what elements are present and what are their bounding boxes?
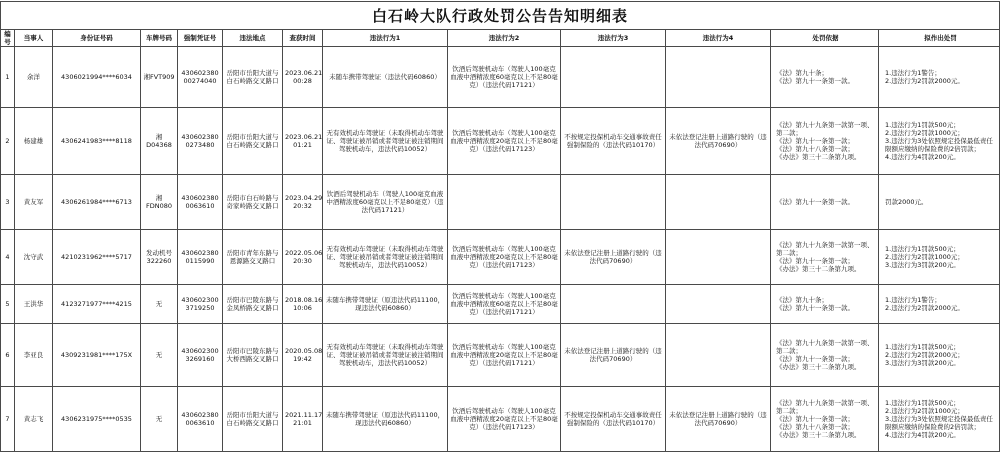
penalty-basis-cell xyxy=(771,108,879,175)
voucher-number: 4306023800063610 xyxy=(181,194,219,210)
seized-time-cell xyxy=(283,285,323,324)
plate-number: 无 xyxy=(155,351,163,359)
violation-3-cell xyxy=(561,324,666,387)
row-number-cell xyxy=(1,285,15,324)
proposed-penalty-line: 罚款2000元。 xyxy=(885,198,928,206)
row-number-cell xyxy=(1,230,15,285)
header-plate-number-label: 车牌号码 xyxy=(146,34,172,42)
violation-1-cell xyxy=(323,285,448,324)
header-violation-2 xyxy=(448,30,561,47)
id-number: 4306261984****6713 xyxy=(61,198,132,206)
row-number-cell xyxy=(1,175,15,230)
plate-number-cell xyxy=(141,324,178,387)
header-violation-2-label: 违法行为2 xyxy=(488,34,520,42)
row-number: 7 xyxy=(5,415,10,423)
violation-3-cell xyxy=(561,108,666,175)
penalty-basis-cell xyxy=(771,47,879,108)
proposed-penalty-list xyxy=(885,69,996,85)
proposed-penalty-line: 2.违法行为2罚款1000元； xyxy=(885,253,964,261)
seized-time: 2023.04.29 20:32 xyxy=(285,194,323,210)
plate-number-cell xyxy=(141,285,178,324)
proposed-penalty-cell xyxy=(879,47,1000,108)
header-seized-time-label: 查获时间 xyxy=(289,34,316,42)
header-violation-3 xyxy=(561,30,666,47)
id-number-cell xyxy=(53,324,141,387)
row-number-cell xyxy=(1,324,15,387)
seized-time: 2021.11.17 21:01 xyxy=(285,411,323,427)
party-name: 余洋 xyxy=(27,73,40,81)
violation-3-cell xyxy=(561,175,666,230)
id-number: 4306231975****0535 xyxy=(61,415,132,423)
proposed-penalty-list xyxy=(885,121,996,161)
penalty-basis-line: 《法》第九十一条第一款； xyxy=(776,257,854,265)
proposed-penalty-line: 1.违法行为1罚款500元； xyxy=(885,245,960,253)
seized-time-cell xyxy=(283,108,323,175)
violation-location: 岳阳市青年东路与恩源路交叉路口 xyxy=(226,249,279,265)
voucher-number-cell xyxy=(178,324,223,387)
violation-2-cell xyxy=(448,324,561,387)
penalty-basis-list xyxy=(776,241,875,273)
violation-location-cell xyxy=(223,230,283,285)
voucher-number-cell xyxy=(178,387,223,452)
seized-time: 2023.06.21 01:21 xyxy=(285,133,323,149)
violation-3-cell xyxy=(561,285,666,324)
seized-time: 2023.06.21 00:28 xyxy=(285,69,323,85)
penalty-basis-line: 《法》第九十八条第一款； xyxy=(776,423,854,431)
plate-number: 湘D04368 xyxy=(146,133,172,149)
proposed-penalty-line: 2.违法行为2罚款2000元。 xyxy=(885,304,964,312)
penalty-basis-line: 《办法》第三十二条第九项。 xyxy=(776,265,861,273)
header-violation-location xyxy=(223,30,283,47)
seized-time: 2022.05.06 20:30 xyxy=(285,249,323,265)
id-number: 4306021994****6034 xyxy=(61,73,132,81)
header-violation-3-label: 违法行为3 xyxy=(597,34,629,42)
penalty-basis-cell xyxy=(771,175,879,230)
party-name: 黄志飞 xyxy=(23,415,44,423)
proposed-penalty-line: 3.违法行为3罚款200元。 xyxy=(885,359,960,367)
violation-1: 未随车携带驾驶证（原违法代码11100，现违法代码60860） xyxy=(325,411,445,427)
violation-1-cell xyxy=(323,387,448,452)
header-violation-4 xyxy=(666,30,771,47)
violation-location-cell xyxy=(223,387,283,452)
violation-location-cell xyxy=(223,285,283,324)
party-name-cell xyxy=(15,285,53,324)
proposed-penalty-cell xyxy=(879,387,1000,452)
header-party-name xyxy=(15,30,53,47)
violation-1-cell xyxy=(323,324,448,387)
row-number: 5 xyxy=(5,300,10,308)
party-name-cell xyxy=(15,324,53,387)
violation-3-cell xyxy=(561,387,666,452)
violation-4-cell xyxy=(666,285,771,324)
party-name: 沈守武 xyxy=(23,253,44,261)
violation-1-cell xyxy=(323,175,448,230)
seized-time-cell xyxy=(283,324,323,387)
row-number: 4 xyxy=(5,253,10,261)
violation-4-cell xyxy=(666,47,771,108)
violation-2-cell xyxy=(448,47,561,108)
penalty-basis-list xyxy=(776,69,875,85)
violation-2: 饮酒后驾驶机动车（驾驶人100毫克血液中酒精浓度20毫克以上不足80毫克）（违法代码17123） xyxy=(450,245,558,269)
id-number-cell xyxy=(53,387,141,452)
id-number-cell xyxy=(53,285,141,324)
plate-number: 无 xyxy=(155,300,163,308)
header-violation-1 xyxy=(323,30,448,47)
proposed-penalty-line: 2.违法行为2罚款1000元； xyxy=(885,129,964,137)
violation-2-cell xyxy=(448,387,561,452)
seized-time: 2020.05.08 19:42 xyxy=(285,347,323,363)
row-number-cell xyxy=(1,47,15,108)
party-name-cell xyxy=(15,230,53,285)
penalty-basis-line: 《法》第九十一条第一款； xyxy=(776,355,854,363)
id-number-cell xyxy=(53,108,141,175)
voucher-number: 4306023800063610 xyxy=(181,411,219,427)
plate-number-cell xyxy=(141,230,178,285)
voucher-number-cell xyxy=(178,175,223,230)
party-name-cell xyxy=(15,108,53,175)
violation-3: 未依法登记注册上道路行驶的（违法代码70690） xyxy=(564,249,662,265)
violation-2: 饮酒后驾驶机动车（驾驶人100毫克血液中酒精浓度20毫克以上不足80毫克）（违法代码17123） xyxy=(450,129,558,153)
proposed-penalty-line: 3.违法行为3罚款200元。 xyxy=(885,261,960,269)
party-name: 黄友军 xyxy=(23,198,44,206)
violation-3-cell xyxy=(561,230,666,285)
violation-1: 无有效机动车驾驶证（未取得机动车驾驶证、驾驶证被吊销或者驾驶证被注销期间驾驶机动车，违法代码10052） xyxy=(326,245,444,269)
violation-location-cell xyxy=(223,47,283,108)
penalty-basis-line: 《法》第九十条； xyxy=(776,69,828,77)
proposed-penalty-line: 1.违法行为1罚款500元； xyxy=(885,399,960,407)
violation-4-cell xyxy=(666,108,771,175)
proposed-penalty-cell xyxy=(879,324,1000,387)
violation-2-cell xyxy=(448,285,561,324)
violation-location: 岳阳市岳阳大道与白石岭路交叉路口 xyxy=(226,133,279,149)
penalty-basis-line: 《办法》第三十二条第九项。 xyxy=(776,153,861,161)
violation-1-cell xyxy=(323,230,448,285)
seized-time-cell xyxy=(283,47,323,108)
header-penalty-basis xyxy=(771,30,879,47)
seized-time-cell xyxy=(283,387,323,452)
id-number: 4309231981****175X xyxy=(60,351,133,359)
proposed-penalty-list xyxy=(885,343,996,367)
proposed-penalty-cell xyxy=(879,175,1000,230)
header-violation-4-label: 违法行为4 xyxy=(702,34,734,42)
page-title: 白石岭大队行政处罚公告告知明细表 xyxy=(1,2,1000,30)
penalty-basis-line: 《办法》第三十二条第九项。 xyxy=(776,363,861,371)
violation-location-cell xyxy=(223,324,283,387)
violation-2-cell xyxy=(448,108,561,175)
penalty-basis-line: 《法》第九十一条第一款； xyxy=(776,415,854,423)
voucher-number-cell xyxy=(178,285,223,324)
penalty-basis-cell xyxy=(771,230,879,285)
violation-3: 不按规定投保机动车交通事故责任强制保险的（违法代码10170） xyxy=(564,133,662,149)
proposed-penalty-line: 2.违法行为2罚款2000元。 xyxy=(885,77,964,85)
violation-location-cell xyxy=(223,175,283,230)
penalty-basis-line: 《法》第九十八条第一款； xyxy=(776,145,854,153)
violation-4-cell xyxy=(666,230,771,285)
seized-time-cell xyxy=(283,230,323,285)
proposed-penalty-line: 4.违法行为4罚款200元。 xyxy=(885,431,960,439)
voucher-number-cell xyxy=(178,230,223,285)
violation-2: 饮酒后驾驶机动车（驾驶人100毫克血液中酒精浓度20毫克以上不足80毫克）（违法代码17121） xyxy=(450,343,558,367)
voucher-number: 4306023800115990 xyxy=(181,249,219,265)
id-number: 4123271977****4215 xyxy=(61,300,132,308)
header-voucher-number xyxy=(178,30,223,47)
violation-2-cell xyxy=(448,230,561,285)
party-name: 李亚良 xyxy=(23,351,44,359)
violation-2: 饮酒后驾驶机动车（驾驶人100毫克血液中酒精浓度60毫克以上不足80毫克）（违法代码17121） xyxy=(450,65,558,89)
penalty-basis-cell xyxy=(771,285,879,324)
plate-number-cell xyxy=(141,108,178,175)
penalty-basis-cell xyxy=(771,324,879,387)
row-number-cell xyxy=(1,108,15,175)
penalty-notice-table xyxy=(0,1,1000,452)
party-name: 王洪华 xyxy=(23,300,44,308)
violation-location: 岳阳市岳阳大道与白石岭路交叉路口 xyxy=(226,69,279,85)
penalty-basis-line: 《法》第九十九条第一款第一项、第二款； xyxy=(776,339,874,355)
plate-number: 湘FDN080 xyxy=(145,194,172,210)
proposed-penalty-cell xyxy=(879,108,1000,175)
violation-1: 饮酒后驾驶机动车（驾驶人100毫克血液中酒精浓度60毫克以上不足80毫克）（违法代码17121） xyxy=(326,190,444,214)
violation-3-cell xyxy=(561,47,666,108)
row-number-cell xyxy=(1,387,15,452)
proposed-penalty-list xyxy=(885,198,996,206)
penalty-basis-line: 《法》第九十一条第一款； xyxy=(776,137,854,145)
violation-1: 无有效机动车驾驶证（未取得机动车驾驶证、驾驶证被吊销或者驾驶证被注销期间驾驶机动车，违法代码10052） xyxy=(326,343,444,367)
party-name-cell xyxy=(15,175,53,230)
violation-1: 未随车携带驾驶证（违法代码60860） xyxy=(329,73,441,81)
id-number: 4306241983****8118 xyxy=(61,137,132,145)
header-number-label: 编号 xyxy=(4,30,11,46)
penalty-basis-line: 《法》第九十九条第一款第一项、第二款； xyxy=(776,241,874,257)
violation-1-cell xyxy=(323,108,448,175)
party-name-cell xyxy=(15,47,53,108)
violation-4: 未依法登记注册上道路行驶的（违法代码70690） xyxy=(669,133,767,149)
header-violation-location-label: 违法地点 xyxy=(239,34,266,42)
violation-1: 未随车携带驾驶证（原违法代码11100，现违法代码60860） xyxy=(325,296,445,312)
voucher-number-cell xyxy=(178,108,223,175)
plate-number-cell xyxy=(141,47,178,108)
penalty-basis-list xyxy=(776,121,875,161)
violation-4: 未依法登记注册上道路行驶的（违法代码70690） xyxy=(669,411,767,427)
plate-number: 湘FVT909 xyxy=(143,73,175,81)
seized-time-cell xyxy=(283,175,323,230)
violation-2: 饮酒后驾驶机动车（驾驶人100毫克血液中酒精浓度60毫克以上不足80毫克）（违法代码17121） xyxy=(450,292,558,316)
voucher-number: 4306023003719250 xyxy=(181,296,219,312)
proposed-penalty-line: 3.违法行为3处依照规定投保最低责任限额应缴纳的保险费的2倍罚款； xyxy=(885,415,993,431)
proposed-penalty-line: 1.违法行为1罚款500元； xyxy=(885,343,960,351)
id-number-cell xyxy=(53,230,141,285)
proposed-penalty-line: 2.违法行为2罚款1000元； xyxy=(885,407,964,415)
proposed-penalty-line: 1.违法行为1警告； xyxy=(885,296,941,304)
penalty-basis-line: 《法》第九十一条第一款。 xyxy=(776,77,854,85)
header-violation-1-label: 违法行为1 xyxy=(369,34,401,42)
header-proposed-penalty xyxy=(879,30,1000,47)
voucher-number: 4306023800273480 xyxy=(181,133,219,149)
voucher-number: 43060238000274040 xyxy=(181,69,219,85)
penalty-basis-line: 《办法》第三十二条第九项。 xyxy=(776,431,861,439)
seized-time: 2018.08.16 10:06 xyxy=(285,296,323,312)
header-id-number-label: 身份证号码 xyxy=(80,34,113,42)
proposed-penalty-list xyxy=(885,296,996,312)
violation-1-cell xyxy=(323,47,448,108)
violation-3: 不按规定投保机动车交通事故责任强制保险的（违法代码10170） xyxy=(564,411,662,427)
party-name: 杨建雄 xyxy=(23,137,44,145)
penalty-basis-line: 《法》第九十一条第一款。 xyxy=(776,304,854,312)
violation-location: 岳阳市巴陵东路与金凤桥路交叉路口 xyxy=(226,296,279,312)
plate-number: 发动机号322260 xyxy=(146,249,172,265)
party-name-cell xyxy=(15,387,53,452)
violation-location: 岳阳市巴陵东路与大桥西路交叉路口 xyxy=(226,347,279,363)
voucher-number: 4306023003269160 xyxy=(181,347,219,363)
violation-location: 岳阳市岳阳大道与白石岭路交叉路口 xyxy=(226,411,279,427)
penalty-basis-list xyxy=(776,339,875,371)
penalty-basis-list xyxy=(776,198,875,206)
row-number: 3 xyxy=(5,198,10,206)
plate-number: 无 xyxy=(155,415,163,423)
proposed-penalty-cell xyxy=(879,230,1000,285)
violation-4-cell xyxy=(666,175,771,230)
proposed-penalty-line: 3.违法行为3处依照规定投保最低责任限额应缴纳的保险费的2倍罚款； xyxy=(885,137,993,153)
violation-2-cell xyxy=(448,175,561,230)
proposed-penalty-line: 1.违法行为1罚款500元； xyxy=(885,121,960,129)
header-penalty-basis-label: 处罚依据 xyxy=(812,34,839,42)
id-number-cell xyxy=(53,47,141,108)
violation-location: 岳阳市白石岭路与奇家岭路交叉路口 xyxy=(226,194,279,210)
row-number: 2 xyxy=(5,137,10,145)
id-number-cell xyxy=(53,175,141,230)
header-id-number xyxy=(53,30,141,47)
header-seized-time xyxy=(283,30,323,47)
plate-number-cell xyxy=(141,175,178,230)
header-party-name-label: 当事人 xyxy=(23,34,44,42)
header-proposed-penalty-label: 拟作出处罚 xyxy=(924,34,957,42)
violation-1: 无有效机动车驾驶证（未取得机动车驾驶证、驾驶证被吊销或者驾驶证被注销期间驾驶机动车，违法代码10052） xyxy=(326,129,444,153)
proposed-penalty-line: 4.违法行为4罚款200元。 xyxy=(885,153,960,161)
header-number xyxy=(1,30,15,47)
plate-number-cell xyxy=(141,387,178,452)
violation-3: 未依法登记注册上道路行驶的（违法代码70690） xyxy=(564,347,662,363)
proposed-penalty-line: 1.违法行为1警告； xyxy=(885,69,941,77)
header-voucher-number-label: 强制凭证号 xyxy=(183,34,217,42)
header-plate-number xyxy=(141,30,178,47)
violation-4-cell xyxy=(666,324,771,387)
penalty-basis-line: 《法》第九十条； xyxy=(776,296,828,304)
penalty-basis-line: 《法》第九十一条第一款。 xyxy=(776,198,854,206)
violation-location-cell xyxy=(223,108,283,175)
voucher-number-cell xyxy=(178,47,223,108)
violation-4-cell xyxy=(666,387,771,452)
penalty-basis-line: 《法》第九十九条第一款第一项、第二款； xyxy=(776,121,874,137)
violation-2: 饮酒后驾驶机动车（驾驶人100毫克血液中酒精浓度20毫克以上不足80毫克）（违法代码17123） xyxy=(450,407,558,431)
proposed-penalty-list xyxy=(885,245,996,269)
row-number: 6 xyxy=(5,351,10,359)
proposed-penalty-list xyxy=(885,399,996,439)
penalty-basis-list xyxy=(776,296,875,312)
penalty-basis-line: 《法》第九十九条第一款第一项、第二款； xyxy=(776,399,874,415)
proposed-penalty-cell xyxy=(879,285,1000,324)
proposed-penalty-line: 2.违法行为2罚款2000元； xyxy=(885,351,964,359)
id-number: 4210231962****5717 xyxy=(61,253,132,261)
row-number: 1 xyxy=(5,73,10,81)
penalty-basis-cell xyxy=(771,387,879,452)
penalty-basis-list xyxy=(776,399,875,439)
